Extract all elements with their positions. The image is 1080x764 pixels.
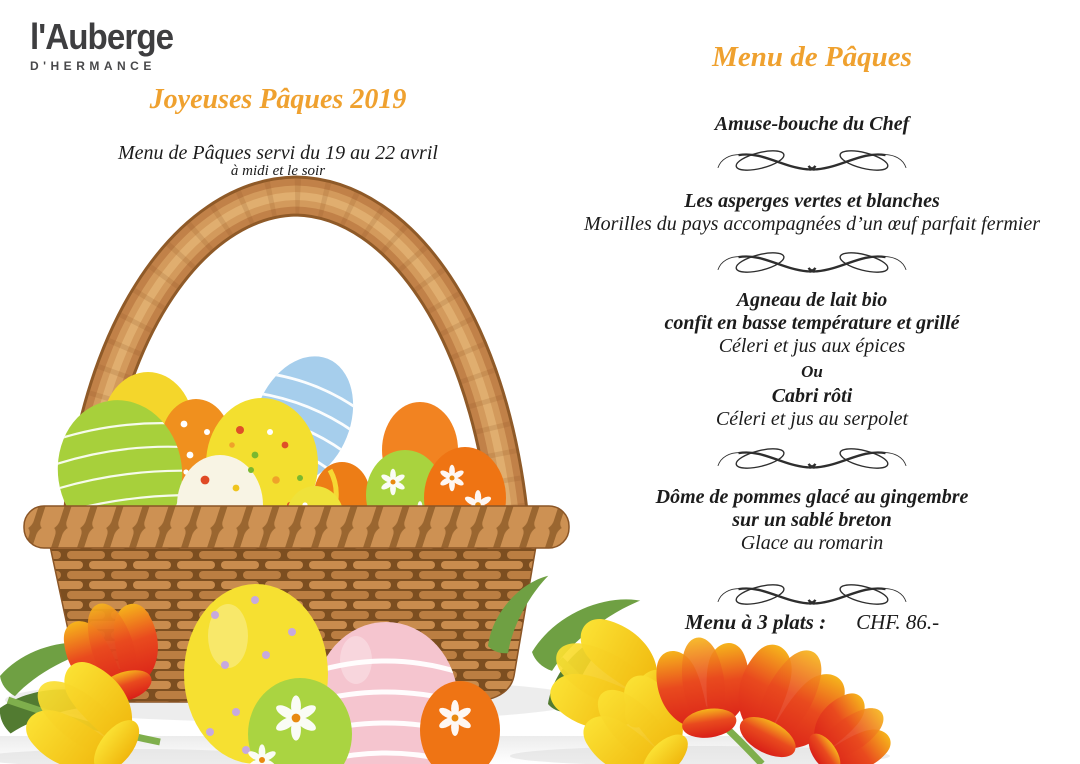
amuse-bouche-line: Amuse-bouche du Chef	[714, 113, 910, 135]
brand-name: l'Auberge	[30, 16, 174, 57]
menu-section	[562, 0, 1062, 764]
flourish-divider-icon	[714, 444, 910, 474]
lamb-title: Agneau de lait bio	[736, 289, 888, 311]
goat-description: Céleri et jus au serpolet	[715, 408, 909, 430]
starter-description: Morilles du pays accompagnées d’un œuf parfait fermier	[583, 213, 1041, 235]
serving-dates: Menu de Pâques servi du 19 au 22 avril	[118, 142, 438, 164]
flourish-divider-icon	[714, 146, 910, 176]
dessert-subtitle: sur un sablé breton	[732, 509, 892, 531]
brand-subtitle: D'HERMANCE	[30, 59, 156, 73]
flourish-divider-icon	[714, 580, 910, 610]
starter-title: Les asperges vertes et blanches	[684, 190, 940, 212]
price-value: CHF. 86.-	[856, 610, 940, 634]
dessert-title: Dôme de pommes glacé au gingembre	[655, 486, 969, 508]
lamb-description: Céleri et jus aux épices	[718, 335, 906, 357]
goat-title: Cabri rôti	[771, 385, 853, 407]
or-separator: Ou	[801, 362, 823, 381]
serving-times: à midi et le soir	[230, 163, 326, 179]
price-line	[562, 611, 1062, 636]
greeting-title: Joyeuses Pâques 2019	[149, 84, 407, 115]
price-label: Menu à 3 plats :	[684, 610, 827, 634]
intro-section	[58, 0, 498, 220]
flourish-divider-icon	[714, 248, 910, 278]
menu-title: Menu de Pâques	[712, 41, 912, 73]
dessert-description: Glace au romarin	[740, 532, 884, 554]
lamb-subtitle: confit en basse température et grillé	[664, 312, 960, 334]
